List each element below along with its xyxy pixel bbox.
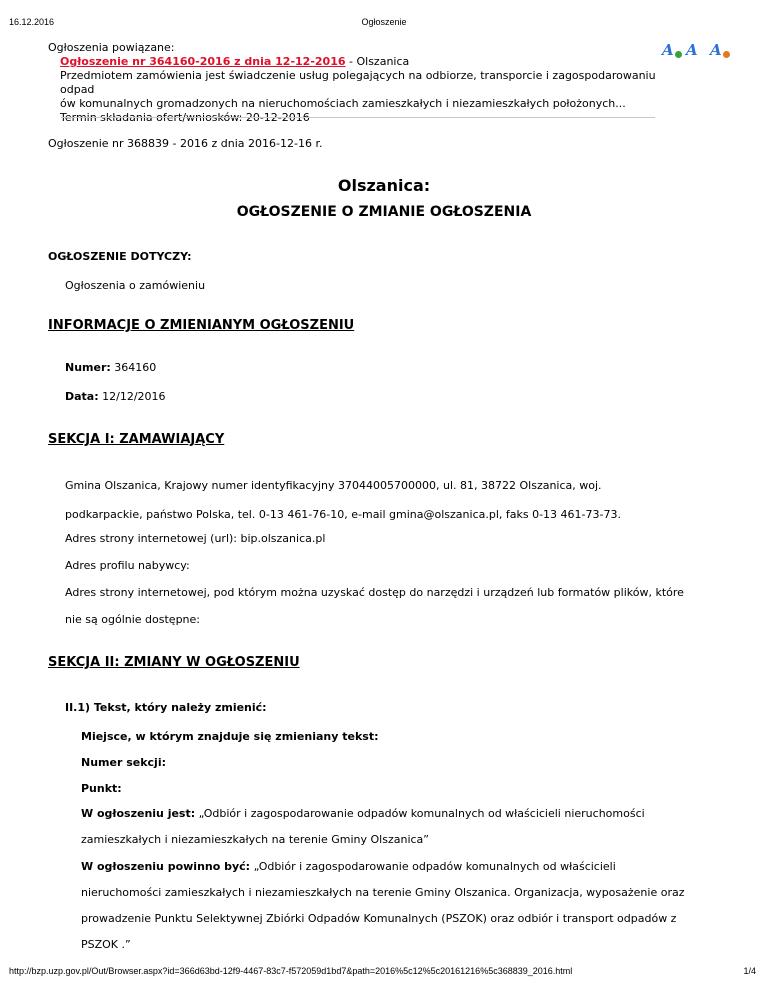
page-number: 1/4 (743, 966, 756, 976)
section1-tools-line2: nie są ogólnie dostępne: (65, 613, 201, 626)
section2-should-line2: nieruchomości zamieszkałych i niezamieszkałych na terenie Gminy Olszanica. Organizacja, wyposażenie oraz (81, 886, 685, 899)
section2-should-line4: PSZOK .” (81, 938, 131, 951)
concerns-value: Ogłoszenia o zamówieniu (65, 279, 206, 292)
date-value: 12/12/2016 (98, 390, 166, 403)
section2-sub: II.1) Tekst, który należy zmienić: (65, 701, 267, 714)
section2-place: Miejsce, w którym znajduje się zmieniany tekst: (81, 730, 379, 743)
number-value: 364160 (110, 361, 157, 374)
date-label: Data: (65, 390, 99, 403)
city-title: Olszanica: (337, 176, 431, 195)
section1-profile: Adres profilu nabywcy: (65, 559, 190, 572)
related-desc-line1: Przedmiotem zamówienia jest świadczenie usług polegających na odbiorze, transporcie i zagospodarowaniu odpad (60, 69, 656, 96)
font-decrease-icon[interactable]: A (710, 42, 730, 58)
print-url: http://bzp.uzp.gov.pl/Out/Browser.aspx?id=366d63bd-12f9-4467-83c7-f572059d1bd7&path=2016%5c12%5c20161216%5c368839_2016.html (9, 966, 573, 976)
section1-address-line2: podkarpackie, państwo Polska, tel. 0-13 461-76-10, e-mail gmina@olszanica.pl, faks 0-13 461-73-73. (65, 508, 621, 521)
is-label: W ogłoszeniu jest: (81, 807, 196, 820)
main-title: OGŁOSZENIE O ZMIANIE OGŁOSZENIA (236, 204, 532, 220)
print-date: 16.12.2016 (9, 17, 55, 27)
font-increase-icon[interactable]: A (662, 42, 682, 58)
section1-address-line1: Gmina Olszanica, Krajowy numer identyfikacyjny 37044005700000, ul. 81, 38722 Olszanica, woj. (65, 479, 602, 492)
section2-heading: SEKCJA II: ZMIANY W OGŁOSZENIU (48, 655, 300, 670)
section2-should-line3: prowadzenie Punktu Selektywnej Zbiórki Odpadów Komunalnych (PSZOK) oraz odbiór i transport odpadów z (81, 912, 677, 925)
should-text: „Odbiór i zagospodarowanie odpadów komunalnych od właścicieli (250, 860, 616, 873)
section2-section-no: Numer sekcji: (81, 756, 166, 769)
related-link-suffix: - Olszanica (345, 55, 410, 68)
should-label: W ogłoszeniu powinno być: (81, 860, 251, 873)
related-notice-link[interactable]: Ogłoszenie nr 364160-2016 z dnia 12-12-2016 (60, 55, 346, 68)
font-size-controls (662, 42, 730, 58)
concerns-label: OGŁOSZENIE DOTYCZY: (48, 250, 192, 263)
info-number (65, 361, 156, 374)
notice-number-line: Ogłoszenie nr 368839 - 2016 z dnia 2016-12-16 r. (48, 137, 323, 150)
info-date (65, 390, 166, 403)
divider (61, 117, 655, 118)
section2-should-line1 (81, 860, 616, 873)
related-notices (48, 41, 656, 125)
number-label: Numer: (65, 361, 111, 374)
section2-is-line1 (81, 807, 645, 820)
section1-heading: SEKCJA I: ZAMAWIAJĄCY (48, 432, 225, 447)
section1-www: Adres strony internetowej (url): bip.olszanica.pl (65, 532, 326, 545)
section-info-heading: INFORMACJE O ZMIENIANYM OGŁOSZENIU (48, 318, 355, 333)
is-text: „Odbiór i zagospodarowanie odpadów komunalnych od właścicieli nieruchomości (195, 807, 645, 820)
print-title: Ogłoszenie (361, 17, 407, 27)
related-heading: Ogłoszenia powiązane: (48, 41, 175, 54)
related-desc-line2: ów komunalnych gromadzonych na nieruchomościach zamieszkałych i niezamieszkałych położonych... (60, 97, 626, 110)
related-deadline: Termin składania ofert/wniosków: 20-12-2016 (60, 111, 310, 124)
section1-tools-line1: Adres strony internetowej, pod którym można uzyskać dostęp do narzędzi i urządzeń lub formatów plików, które (65, 586, 684, 599)
font-normal-icon[interactable]: A (686, 41, 698, 59)
section2-point: Punkt: (81, 782, 122, 795)
section2-is-line2: zamieszkałych i niezamieszkałych na terenie Gminy Olszanica” (81, 833, 429, 846)
